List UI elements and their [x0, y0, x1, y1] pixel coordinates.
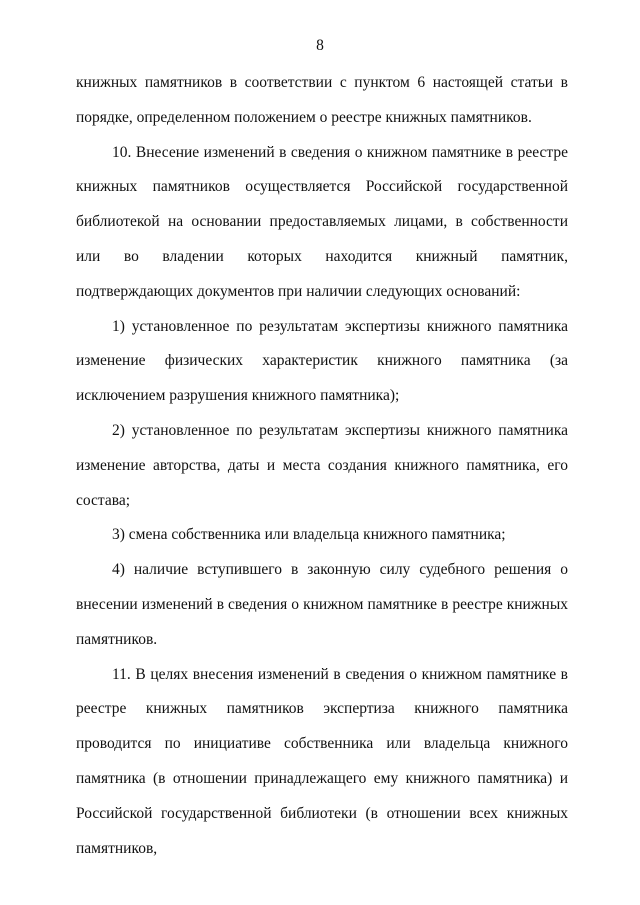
- page-number: 8: [316, 37, 324, 54]
- paragraph-continuation: книжных памятников в соответствии с пунктом 6 настоящей статьи в порядке, определенном положением о реестре книжных памятников.: [76, 74, 568, 126]
- document-body: [76, 66, 568, 866]
- paragraph-subitem-4: 4) наличие вступившего в законную силу судебного решения о внесении изменений в сведения о книжном памятнике в реестре книжных памятников.: [76, 561, 568, 648]
- paragraph-item-10: 10. Внесение изменений в сведения о книжном памятнике в реестре книжных памятников осуществляется Российской государственной библиотекой на основании предоставляемых лицами, в собственности или во владении которых находится книжный памятник, подтверждающих документов при наличии следующих оснований:: [76, 143, 568, 300]
- paragraph-subitem-2: 2) установленное по результатам экспертизы книжного памятника изменение авторства, даты и места создания книжного памятника, его состава;: [76, 421, 568, 509]
- paragraph-subitem-3: 3) смена собственника или владельца книжного памятника;: [112, 526, 506, 544]
- paragraph-item-11: 11. В целях внесения изменений в сведения о книжном памятнике в реестре книжных памятников экспертиза книжного памятника проводится по инициативе собственника или владельца книжного памятника (в отношении принадлежащего ему книжного памятника) и Российской государственной библиотеки (в отношении всех книжных памятников,: [76, 665, 568, 857]
- paragraph-subitem-1: 1) установленное по результатам экспертизы книжного памятника изменение физических характеристик книжного памятника (за исключением разрушения книжного памятника);: [76, 317, 568, 405]
